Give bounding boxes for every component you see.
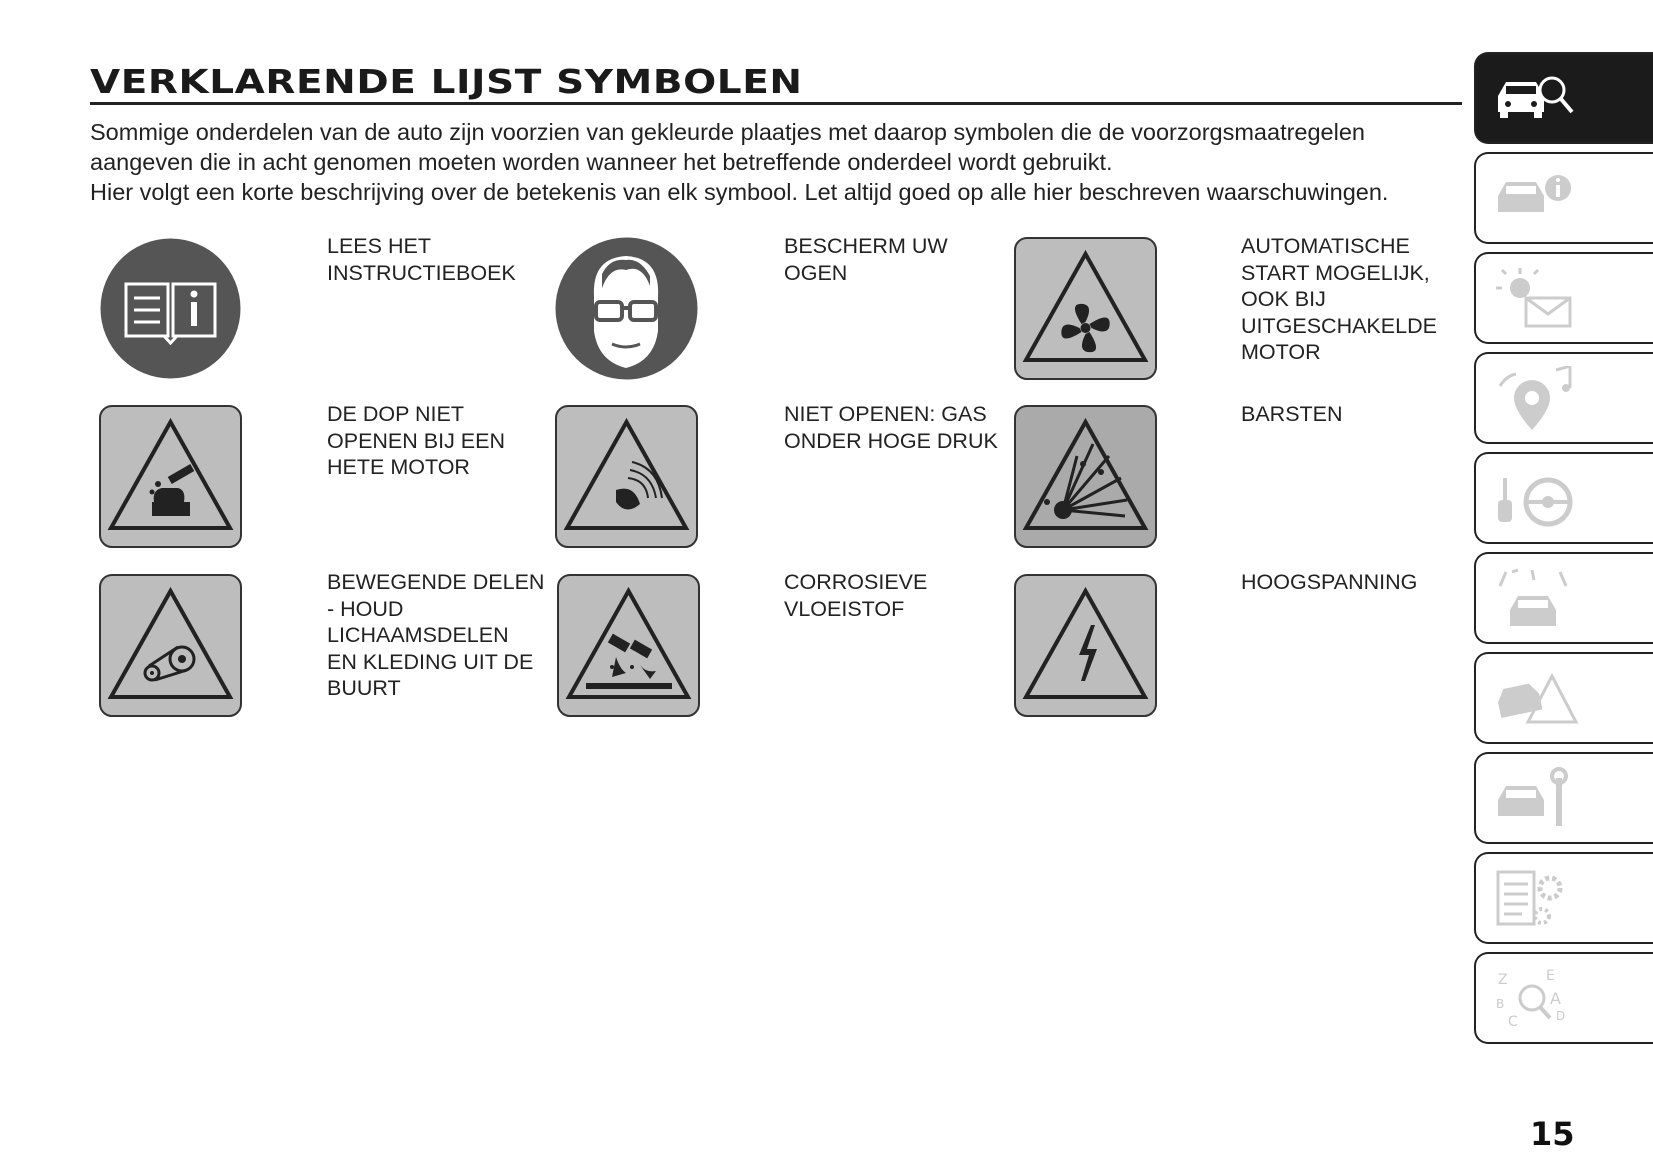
- tab-car-warning[interactable]: [1474, 652, 1653, 744]
- car-warning-icon: [1492, 666, 1582, 732]
- tab-specs-gear[interactable]: [1474, 852, 1653, 944]
- symbol-label-pressure-gas: NIET OPENEN: GAS ONDER HOGE DRUK: [784, 402, 998, 453]
- pressure-gas-warning-icon: [554, 404, 699, 549]
- corrosive-warning-icon: [556, 573, 701, 718]
- steering-wheel-icon: [1492, 466, 1582, 532]
- explosion-warning-icon: [1013, 404, 1158, 549]
- symbol-label-fan-warning: AUTOMATISCHE START MOGELIJK, OOK BIJ UITGESCHAKELDE MOTOR: [1241, 234, 1437, 364]
- page-title: VERKLARENDE LIJST SYMBOLEN: [90, 62, 803, 101]
- symbol-label-corrosive: CORROSIEVE VLOEISTOF: [784, 570, 928, 621]
- tab-index-search[interactable]: [1474, 952, 1653, 1044]
- index-search-icon: [1492, 966, 1582, 1032]
- intro-paragraph-1: Sommige onderdelen van de auto zijn voorzien van gekleurde plaatjes met daarop symbolen die de voorzorgsmaatregelen aangeven die in acht genomen moeten worden wanneer het betreffende onderdeel wordt gebruikt.: [90, 119, 1365, 175]
- hot-cap-warning-icon: [98, 404, 243, 549]
- tab-car-search[interactable]: [1474, 52, 1653, 144]
- light-message-icon: [1492, 266, 1582, 332]
- tab-steering-wheel[interactable]: [1474, 452, 1653, 544]
- intro-paragraph-2: Hier volgt een korte beschrijving over de betekenis van elk symbool. Let altijd goed op alle hier beschreven waarschuwingen.: [90, 179, 1389, 205]
- high-voltage-warning-icon: [1013, 573, 1158, 718]
- svg-text:C: C: [1508, 1014, 1518, 1030]
- symbol-label-read-manual: LEES HET INSTRUCTIEBOEK: [327, 234, 516, 285]
- car-lane-icon: [1492, 566, 1582, 632]
- read-manual-icon: [98, 236, 243, 381]
- svg-text:Z: Z: [1498, 972, 1508, 988]
- symbol-label-eye-protection: BESCHERM UW OGEN: [784, 234, 948, 285]
- car-service-icon: [1492, 766, 1582, 832]
- symbol-label-high-voltage: HOOGSPANNING: [1241, 570, 1418, 594]
- media-location-icon: [1492, 366, 1582, 432]
- svg-text:D: D: [1556, 1009, 1566, 1023]
- tab-car-service[interactable]: [1474, 752, 1653, 844]
- fan-warning-icon: [1013, 236, 1158, 381]
- svg-text:E: E: [1546, 968, 1555, 984]
- symbol-label-hot-cap: DE DOP NIET OPENEN BIJ EEN HETE MOTOR: [327, 402, 506, 479]
- svg-text:B: B: [1496, 997, 1505, 1011]
- tab-light-message[interactable]: [1474, 252, 1653, 344]
- moving-parts-warning-icon: [98, 573, 243, 718]
- intro-text: [90, 117, 1470, 207]
- specs-gear-icon: [1492, 866, 1582, 932]
- tab-media-location[interactable]: [1474, 352, 1653, 444]
- car-search-icon: [1492, 66, 1582, 132]
- svg-text:A: A: [1550, 989, 1561, 1008]
- tab-car-info[interactable]: [1474, 152, 1653, 244]
- car-info-icon: [1492, 166, 1582, 232]
- tab-car-lane[interactable]: [1474, 552, 1653, 644]
- symbol-label-explosion: BARSTEN: [1241, 402, 1343, 426]
- page-number: 15: [1530, 1115, 1575, 1153]
- title-divider: [90, 102, 1462, 105]
- eye-protection-icon: [554, 236, 699, 381]
- symbol-label-moving-parts: BEWEGENDE DELEN - HOUD LICHAAMSDELEN EN KLEDING UIT DE BUURT: [327, 570, 545, 700]
